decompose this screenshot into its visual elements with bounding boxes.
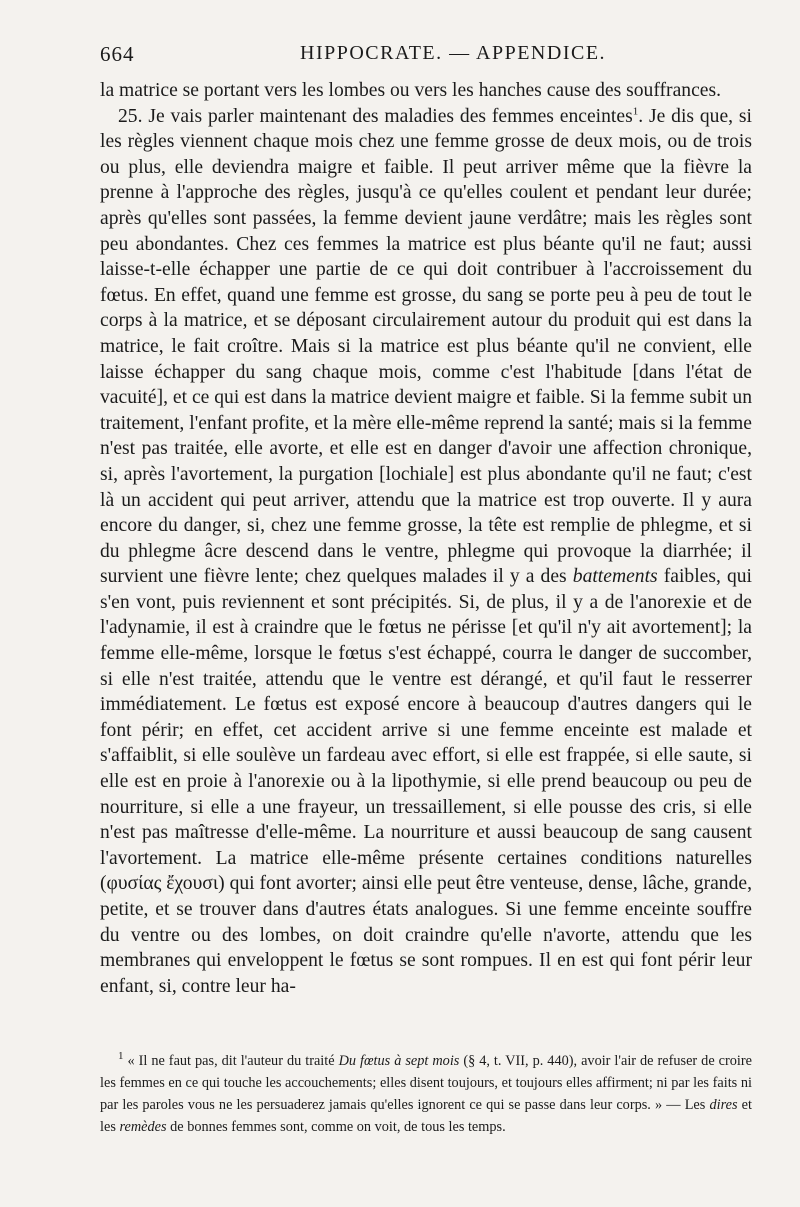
footnote-text: « Il ne faut pas, dit l'auteur du traité — [127, 1053, 339, 1069]
footnote-area — [100, 1050, 752, 1138]
footnote-marker: 1 — [118, 1050, 124, 1063]
footnote-text: de bonnes femmes sont, comme on voit, de tous les temps. — [166, 1119, 506, 1135]
footnote-text: et les — [100, 1097, 752, 1135]
paragraph-text: . Je dis que, si les règles viennent chaque mois chez une femme grosse de deux mois, ou de trois ou plus, elle deviendra maigre et faible. Il peut arriver même que la fièvre la prenne à l'approche des règles, jusqu'à ce qu'elles coulent et pendant leur durée; après qu'elles sont passées, la femme devient jaune verdâtre; mais les règles sont peu abondantes. Chez ces femmes la matrice est plus béante qu'il ne faut; aussi laisse-t-elle échapper une partie de ce qui doit contribuer à l'accroissement du fœtus. En effet, quand une femme est grosse, du sang se porte peu à peu de tout le corps à la matrice, et se déposant circulairement autour du produit qui est dans la matrice, le fait croître. Mais si la matrice est plus béante qu'il ne convient, elle laisse échapper du sang chaque mois, comme c'est l'habitude [dans l'état de vacuité], et ce qui est dans la matrice devient maigre et faible. Si la femme subit un traitement, l'enfant profite, et la mère elle-même reprend la santé; mais si la femme n'est pas traitée, elle avorte, et elle est en danger d'avoir une affection chronique, si, après l'avortement, la purgation [lochiale] est plus abondante qu'il ne faut; c'est là un accident qui peut arriver, attendu que la matrice est trop ouverte. Il y aura encore du danger, si, chez une femme grosse, la tête est remplie de phlegme, et si du phlegme âcre descend dans le ventre, phlegme qui provoque la diarrhée; il survient une fièvre lente; chez quelques malades il y a des — [100, 105, 753, 588]
italic-term: remèdes — [119, 1119, 167, 1135]
paragraph-25 — [100, 104, 752, 1000]
cited-title: Du fœtus à sept mois — [338, 1053, 460, 1069]
main-text — [100, 78, 752, 999]
footnote-reference: 1 — [632, 105, 639, 118]
footnote — [100, 1050, 752, 1138]
paragraph-text: faibles, qui s'en vont, puis reviennent et sont précipités. Si, de plus, il y a de l'anorexie et de l'adynamie, il est à craindre que le fœtus ne périsse [et qu'il n'y ait avortement]; la femme elle-même, lorsque le fœtus s'est échappé, courra le danger de succomber, si elle n'est traitée, attendu que le ventre est dérangé, et qu'il faut le resserrer immédiatement. Le fœtus est exposé encore à beaucoup d'autres dangers qui le font périr; en effet, cet accident arrive si une femme enceinte est malade et s'affaiblit, si elle soulève un fardeau avec effort, si elle est frappée, si elle saute, si elle est en proie à l'anorexie ou à la lipothymie, si elle prend beaucoup ou peu de nourriture, si elle a une frayeur, un tressaillement, si elle pousse des cris, si elle n'est pas maîtresse d'elle-même. La nourriture et aussi beaucoup de sang causent l'avortement. La matrice elle-même présente certaines conditions naturelles (φυσίας ἔχουσι) qui font avorter; ainsi elle peut être venteuse, dense, lâche, grande, petite, et se trouver dans d'autres états analogues. Si une femme enceinte souffre du ventre ou des lombes, on doit craindre qu'elle n'avorte, attendu que les membranes qui enveloppent le fœtus se sont rompues. Il en est qui font périr leur enfant, si, contre leur ha- — [100, 566, 752, 997]
page-number: 664 — [100, 42, 135, 66]
running-head: HIPPOCRATE. — APPENDICE. — [300, 42, 607, 64]
page-header — [100, 42, 750, 72]
italic-term: dires — [709, 1097, 738, 1113]
paragraph-continuation: la matrice se portant vers les lombes ou vers les hanches cause des souffrances. — [100, 80, 721, 101]
paragraph-text: 25. Je vais parler maintenant des maladies des femmes enceintes — [118, 105, 633, 127]
footnote-text: (§ 4, t. VII, p. 440), avoir l'air de refuser de croire les femmes en ce qui touche les accouchements; elles disent toujours, et toujours elles affirment; ni par les faits ni par les paroles vous ne les persuaderez jamais qu'elles ignorent ce qui se passe dans leur corps. » — Les — [100, 1053, 752, 1113]
italic-term: battements — [572, 566, 658, 588]
